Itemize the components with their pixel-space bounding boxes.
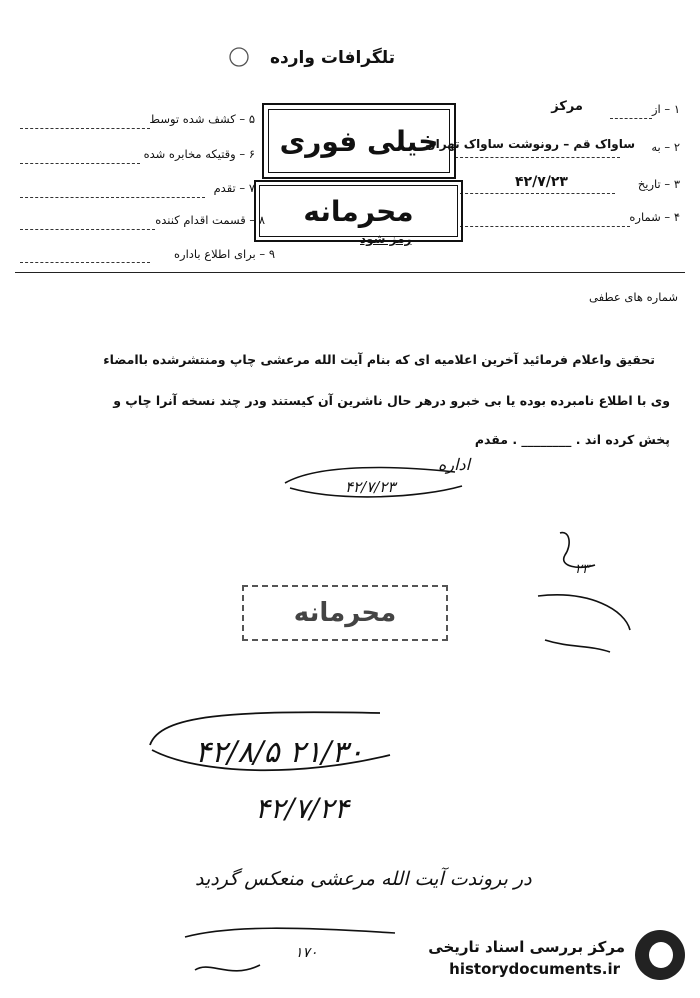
- urgent-stamp: خیلی فوری: [262, 103, 456, 179]
- code-stamp: رمز شود: [360, 232, 412, 246]
- field-info-label: ۹ – برای اطلاع باداره: [174, 247, 275, 261]
- handwriting-date-1: ۴۲/۷/۲۳: [345, 478, 396, 496]
- field-to-label: ۲ – به: [651, 140, 680, 154]
- handwriting-note: در بروندت آیت الله مرعشی منعکس گردید: [195, 868, 532, 890]
- handwriting-23: ۲۳: [575, 562, 589, 577]
- field-number-label: ۴ – شماره: [629, 210, 680, 224]
- seal-mark-icon: [226, 44, 256, 70]
- field-to-value: ساواک قم – رونوشت ساواک تهران: [425, 137, 635, 151]
- handwriting-date-3: ۴۲/۷/۲۴: [255, 792, 350, 825]
- handwriting-dept: اداره: [438, 455, 471, 474]
- field-date-value: ۴۲/۷/۲۳: [515, 174, 568, 190]
- signature-1: [280, 458, 470, 504]
- field-transmitted-label: ۶ – وقتیکه مخابره شده: [143, 147, 255, 161]
- body-line-3: پخش کرده اند . ________ . مقدم: [474, 432, 670, 447]
- confidential-stamp-bottom: محرمانه: [242, 585, 448, 641]
- watermark-name: مرکز بررسی اسناد تاریخی: [428, 938, 625, 956]
- watermark-url: historydocuments.ir: [449, 960, 620, 978]
- handwriting-date-2: ۴۲/۸/۵ ۲۱/۳۰: [195, 735, 364, 770]
- signature-2: [530, 590, 640, 660]
- field-date-label: ۳ – تاریخ: [637, 177, 680, 191]
- archive-logo-icon: [635, 930, 685, 980]
- body-line-2: وی با اطلاع نامبرده بوده یا بی خبرو درهر حال ناشرین آن کیستند ودر چند نسخه آنرا چاپ و: [113, 393, 670, 408]
- handwriting-170: ۱۷۰: [295, 945, 318, 961]
- confidential-stamp: محرمانه: [254, 180, 463, 242]
- signature-5: [190, 955, 270, 985]
- body-line-1: تحقیق واعلام فرمائید آخرین اعلامیه ای که بنام آیت الله مرعشی چاپ ومنتشرشده باامضاء: [103, 352, 655, 367]
- signature-4: [180, 915, 400, 955]
- field-decoded-by-label: ۵ – کشف شده توسط: [149, 112, 255, 126]
- field-from-value: مرکز: [551, 99, 583, 114]
- reference-numbers-label: شماره های عطفی: [589, 290, 678, 304]
- field-action-dept-label: ۸ – قسمت اقدام کننده: [155, 213, 265, 227]
- field-from-label: ۱ – از: [652, 102, 680, 116]
- document-title: تلگرافات وارده: [270, 48, 396, 68]
- field-priority-label: ۷ – تقدم: [213, 181, 255, 195]
